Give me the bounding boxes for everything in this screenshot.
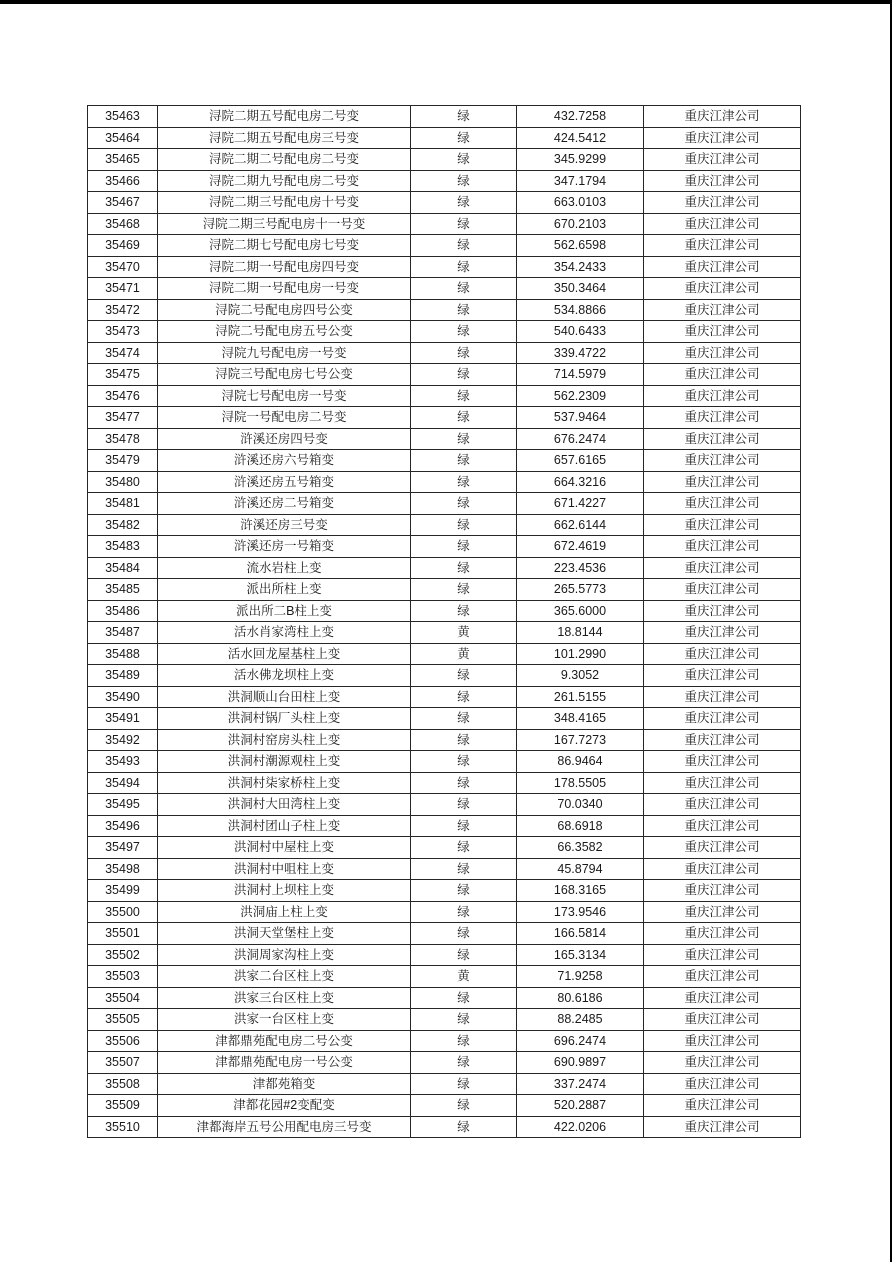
cell-status-flag: 绿	[411, 557, 517, 579]
cell-status-flag: 绿	[411, 256, 517, 278]
cell-station-name: 浔院二期一号配电房四号变	[158, 256, 411, 278]
cell-status-flag: 绿	[411, 299, 517, 321]
table-row	[88, 471, 801, 493]
cell-load-value: 223.4536	[517, 557, 644, 579]
cell-company-name: 重庆江津公司	[644, 987, 801, 1009]
cell-station-name: 浒溪还房四号变	[158, 428, 411, 450]
cell-load-value: 101.2990	[517, 643, 644, 665]
table-row	[88, 1073, 801, 1095]
cell-row-id: 35471	[88, 278, 158, 300]
cell-load-value: 261.5155	[517, 686, 644, 708]
table-row	[88, 923, 801, 945]
cell-row-id: 35484	[88, 557, 158, 579]
cell-load-value: 166.5814	[517, 923, 644, 945]
cell-company-name: 重庆江津公司	[644, 192, 801, 214]
cell-station-name: 流水岩柱上变	[158, 557, 411, 579]
cell-row-id: 35486	[88, 600, 158, 622]
cell-load-value: 537.9464	[517, 407, 644, 429]
cell-row-id: 35485	[88, 579, 158, 601]
cell-station-name: 浔院七号配电房一号变	[158, 385, 411, 407]
cell-station-name: 派出所二B柱上变	[158, 600, 411, 622]
cell-status-flag: 绿	[411, 665, 517, 687]
cell-load-value: 71.9258	[517, 966, 644, 988]
cell-load-value: 18.8144	[517, 622, 644, 644]
cell-company-name: 重庆江津公司	[644, 407, 801, 429]
cell-load-value: 696.2474	[517, 1030, 644, 1052]
cell-status-flag: 绿	[411, 192, 517, 214]
table-row	[88, 192, 801, 214]
table-row	[88, 815, 801, 837]
cell-row-id: 35475	[88, 364, 158, 386]
cell-station-name: 活水佛龙坝柱上变	[158, 665, 411, 687]
cell-load-value: 365.6000	[517, 600, 644, 622]
cell-company-name: 重庆江津公司	[644, 428, 801, 450]
cell-station-name: 洪洞庙上柱上变	[158, 901, 411, 923]
cell-row-id: 35488	[88, 643, 158, 665]
cell-row-id: 35491	[88, 708, 158, 730]
cell-load-value: 690.9897	[517, 1052, 644, 1074]
cell-load-value: 88.2485	[517, 1009, 644, 1031]
cell-row-id: 35466	[88, 170, 158, 192]
cell-status-flag: 绿	[411, 794, 517, 816]
cell-company-name: 重庆江津公司	[644, 837, 801, 859]
cell-status-flag: 绿	[411, 1073, 517, 1095]
cell-company-name: 重庆江津公司	[644, 213, 801, 235]
cell-load-value: 520.2887	[517, 1095, 644, 1117]
cell-load-value: 664.3216	[517, 471, 644, 493]
cell-row-id: 35507	[88, 1052, 158, 1074]
cell-station-name: 洪家二台区柱上变	[158, 966, 411, 988]
cell-company-name: 重庆江津公司	[644, 600, 801, 622]
cell-row-id: 35481	[88, 493, 158, 515]
cell-company-name: 重庆江津公司	[644, 557, 801, 579]
cell-load-value: 714.5979	[517, 364, 644, 386]
cell-company-name: 重庆江津公司	[644, 1052, 801, 1074]
cell-company-name: 重庆江津公司	[644, 514, 801, 536]
cell-status-flag: 绿	[411, 235, 517, 257]
cell-row-id: 35474	[88, 342, 158, 364]
cell-station-name: 津都鼎苑配电房二号公变	[158, 1030, 411, 1052]
cell-row-id: 35498	[88, 858, 158, 880]
table-row	[88, 1052, 801, 1074]
cell-company-name: 重庆江津公司	[644, 106, 801, 128]
cell-station-name: 洪洞村锅厂头柱上变	[158, 708, 411, 730]
cell-station-name: 浔院二期五号配电房二号变	[158, 106, 411, 128]
cell-status-flag: 绿	[411, 342, 517, 364]
cell-status-flag: 黄	[411, 643, 517, 665]
table-row	[88, 1009, 801, 1031]
table-row	[88, 170, 801, 192]
cell-row-id: 35496	[88, 815, 158, 837]
cell-company-name: 重庆江津公司	[644, 299, 801, 321]
table-row	[88, 385, 801, 407]
cell-station-name: 洪家三台区柱上变	[158, 987, 411, 1009]
cell-status-flag: 绿	[411, 471, 517, 493]
cell-station-name: 浒溪还房三号变	[158, 514, 411, 536]
cell-load-value: 663.0103	[517, 192, 644, 214]
cell-row-id: 35501	[88, 923, 158, 945]
cell-row-id: 35510	[88, 1116, 158, 1138]
table-row	[88, 321, 801, 343]
cell-company-name: 重庆江津公司	[644, 235, 801, 257]
table-row	[88, 665, 801, 687]
cell-company-name: 重庆江津公司	[644, 579, 801, 601]
cell-company-name: 重庆江津公司	[644, 149, 801, 171]
cell-station-name: 浔院三号配电房七号公变	[158, 364, 411, 386]
table-row	[88, 106, 801, 128]
cell-row-id: 35490	[88, 686, 158, 708]
cell-status-flag: 绿	[411, 450, 517, 472]
cell-company-name: 重庆江津公司	[644, 364, 801, 386]
cell-status-flag: 绿	[411, 751, 517, 773]
cell-row-id: 35478	[88, 428, 158, 450]
table-row	[88, 751, 801, 773]
cell-load-value: 168.3165	[517, 880, 644, 902]
cell-row-id: 35473	[88, 321, 158, 343]
cell-station-name: 洪洞村中咀柱上变	[158, 858, 411, 880]
cell-status-flag: 绿	[411, 536, 517, 558]
cell-station-name: 浔院二期二号配电房二号变	[158, 149, 411, 171]
cell-station-name: 洪洞村中屋柱上变	[158, 837, 411, 859]
cell-station-name: 浔院二期三号配电房十一号变	[158, 213, 411, 235]
cell-row-id: 35503	[88, 966, 158, 988]
cell-status-flag: 绿	[411, 364, 517, 386]
table-row	[88, 686, 801, 708]
cell-row-id: 35492	[88, 729, 158, 751]
table-row	[88, 772, 801, 794]
cell-status-flag: 绿	[411, 686, 517, 708]
cell-row-id: 35464	[88, 127, 158, 149]
cell-load-value: 671.4227	[517, 493, 644, 515]
cell-station-name: 浔院二期五号配电房三号变	[158, 127, 411, 149]
cell-row-id: 35504	[88, 987, 158, 1009]
cell-load-value: 173.9546	[517, 901, 644, 923]
cell-row-id: 35477	[88, 407, 158, 429]
table-row	[88, 837, 801, 859]
cell-load-value: 432.7258	[517, 106, 644, 128]
cell-company-name: 重庆江津公司	[644, 1095, 801, 1117]
cell-station-name: 派出所柱上变	[158, 579, 411, 601]
cell-company-name: 重庆江津公司	[644, 858, 801, 880]
cell-company-name: 重庆江津公司	[644, 622, 801, 644]
cell-load-value: 86.9464	[517, 751, 644, 773]
cell-row-id: 35499	[88, 880, 158, 902]
cell-station-name: 洪洞村窑房头柱上变	[158, 729, 411, 751]
cell-status-flag: 绿	[411, 407, 517, 429]
cell-load-value: 348.4165	[517, 708, 644, 730]
cell-status-flag: 绿	[411, 278, 517, 300]
table-row	[88, 256, 801, 278]
cell-load-value: 424.5412	[517, 127, 644, 149]
cell-status-flag: 绿	[411, 106, 517, 128]
table-body	[88, 106, 801, 1138]
cell-status-flag: 绿	[411, 923, 517, 945]
window-top-edge	[0, 0, 892, 4]
cell-row-id: 35502	[88, 944, 158, 966]
table-row	[88, 708, 801, 730]
cell-station-name: 洪洞村柒家桥柱上变	[158, 772, 411, 794]
cell-station-name: 津都海岸五号公用配电房三号变	[158, 1116, 411, 1138]
cell-company-name: 重庆江津公司	[644, 471, 801, 493]
table-row	[88, 428, 801, 450]
cell-status-flag: 绿	[411, 514, 517, 536]
cell-status-flag: 绿	[411, 149, 517, 171]
cell-load-value: 540.6433	[517, 321, 644, 343]
cell-station-name: 津都苑箱变	[158, 1073, 411, 1095]
cell-company-name: 重庆江津公司	[644, 794, 801, 816]
cell-company-name: 重庆江津公司	[644, 385, 801, 407]
cell-company-name: 重庆江津公司	[644, 772, 801, 794]
cell-load-value: 347.1794	[517, 170, 644, 192]
cell-company-name: 重庆江津公司	[644, 966, 801, 988]
cell-status-flag: 绿	[411, 170, 517, 192]
cell-row-id: 35469	[88, 235, 158, 257]
cell-company-name: 重庆江津公司	[644, 342, 801, 364]
cell-load-value: 345.9299	[517, 149, 644, 171]
table-row	[88, 514, 801, 536]
table-row	[88, 643, 801, 665]
table-row	[88, 987, 801, 1009]
cell-row-id: 35494	[88, 772, 158, 794]
cell-company-name: 重庆江津公司	[644, 170, 801, 192]
cell-load-value: 657.6165	[517, 450, 644, 472]
cell-row-id: 35482	[88, 514, 158, 536]
cell-load-value: 70.0340	[517, 794, 644, 816]
cell-load-value: 350.3464	[517, 278, 644, 300]
cell-status-flag: 绿	[411, 880, 517, 902]
table-row	[88, 880, 801, 902]
cell-company-name: 重庆江津公司	[644, 493, 801, 515]
table-row	[88, 450, 801, 472]
table-row	[88, 858, 801, 880]
cell-status-flag: 绿	[411, 600, 517, 622]
table-row	[88, 966, 801, 988]
cell-station-name: 浒溪还房五号箱变	[158, 471, 411, 493]
table-row	[88, 127, 801, 149]
cell-station-name: 活水回龙屋基柱上变	[158, 643, 411, 665]
cell-station-name: 浔院二期七号配电房七号变	[158, 235, 411, 257]
cell-load-value: 562.2309	[517, 385, 644, 407]
cell-station-name: 浔院二期九号配电房二号变	[158, 170, 411, 192]
cell-load-value: 676.2474	[517, 428, 644, 450]
cell-station-name: 浔院九号配电房一号变	[158, 342, 411, 364]
cell-company-name: 重庆江津公司	[644, 729, 801, 751]
cell-station-name: 浔院一号配电房二号变	[158, 407, 411, 429]
cell-station-name: 浔院二期三号配电房十号变	[158, 192, 411, 214]
cell-row-id: 35483	[88, 536, 158, 558]
cell-row-id: 35489	[88, 665, 158, 687]
cell-load-value: 45.8794	[517, 858, 644, 880]
cell-row-id: 35468	[88, 213, 158, 235]
cell-station-name: 活水肖家湾柱上变	[158, 622, 411, 644]
cell-load-value: 68.6918	[517, 815, 644, 837]
cell-station-name: 洪洞村大田湾柱上变	[158, 794, 411, 816]
cell-station-name: 浒溪还房一号箱变	[158, 536, 411, 558]
cell-company-name: 重庆江津公司	[644, 1116, 801, 1138]
cell-status-flag: 绿	[411, 127, 517, 149]
cell-station-name: 洪洞村潮源观柱上变	[158, 751, 411, 773]
cell-company-name: 重庆江津公司	[644, 256, 801, 278]
cell-row-id: 35493	[88, 751, 158, 773]
table-row	[88, 622, 801, 644]
cell-station-name: 洪洞村上坝柱上变	[158, 880, 411, 902]
cell-load-value: 422.0206	[517, 1116, 644, 1138]
cell-row-id: 35508	[88, 1073, 158, 1095]
cell-station-name: 浒溪还房六号箱变	[158, 450, 411, 472]
table-row	[88, 1116, 801, 1138]
cell-company-name: 重庆江津公司	[644, 1030, 801, 1052]
cell-company-name: 重庆江津公司	[644, 880, 801, 902]
table-row	[88, 794, 801, 816]
cell-row-id: 35509	[88, 1095, 158, 1117]
cell-status-flag: 绿	[411, 944, 517, 966]
cell-company-name: 重庆江津公司	[644, 321, 801, 343]
cell-row-id: 35500	[88, 901, 158, 923]
cell-company-name: 重庆江津公司	[644, 1009, 801, 1031]
cell-load-value: 670.2103	[517, 213, 644, 235]
cell-station-name: 浔院二号配电房五号公变	[158, 321, 411, 343]
cell-status-flag: 绿	[411, 729, 517, 751]
cell-status-flag: 绿	[411, 708, 517, 730]
table-row	[88, 299, 801, 321]
cell-company-name: 重庆江津公司	[644, 708, 801, 730]
cell-load-value: 178.5505	[517, 772, 644, 794]
cell-load-value: 354.2433	[517, 256, 644, 278]
cell-load-value: 672.4619	[517, 536, 644, 558]
table-row	[88, 235, 801, 257]
cell-company-name: 重庆江津公司	[644, 665, 801, 687]
table-row	[88, 364, 801, 386]
cell-station-name: 洪洞天堂堡柱上变	[158, 923, 411, 945]
cell-status-flag: 绿	[411, 213, 517, 235]
cell-status-flag: 黄	[411, 622, 517, 644]
cell-status-flag: 绿	[411, 987, 517, 1009]
cell-status-flag: 绿	[411, 901, 517, 923]
cell-company-name: 重庆江津公司	[644, 944, 801, 966]
cell-station-name: 津都花园#2变配变	[158, 1095, 411, 1117]
cell-company-name: 重庆江津公司	[644, 278, 801, 300]
table-row	[88, 536, 801, 558]
cell-station-name: 洪洞顺山台田柱上变	[158, 686, 411, 708]
cell-row-id: 35470	[88, 256, 158, 278]
cell-company-name: 重庆江津公司	[644, 815, 801, 837]
cell-status-flag: 绿	[411, 815, 517, 837]
cell-row-id: 35506	[88, 1030, 158, 1052]
transformer-status-table	[87, 105, 801, 1138]
cell-row-id: 35465	[88, 149, 158, 171]
cell-load-value: 662.6144	[517, 514, 644, 536]
cell-load-value: 339.4722	[517, 342, 644, 364]
cell-row-id: 35467	[88, 192, 158, 214]
cell-station-name: 浔院二期一号配电房一号变	[158, 278, 411, 300]
cell-status-flag: 绿	[411, 1052, 517, 1074]
cell-load-value: 534.8866	[517, 299, 644, 321]
cell-row-id: 35476	[88, 385, 158, 407]
cell-company-name: 重庆江津公司	[644, 1073, 801, 1095]
cell-company-name: 重庆江津公司	[644, 751, 801, 773]
cell-status-flag: 绿	[411, 428, 517, 450]
table-row	[88, 342, 801, 364]
cell-load-value: 80.6186	[517, 987, 644, 1009]
cell-load-value: 66.3582	[517, 837, 644, 859]
cell-status-flag: 绿	[411, 493, 517, 515]
cell-company-name: 重庆江津公司	[644, 450, 801, 472]
cell-row-id: 35497	[88, 837, 158, 859]
cell-company-name: 重庆江津公司	[644, 901, 801, 923]
cell-station-name: 洪家一台区柱上变	[158, 1009, 411, 1031]
table-row	[88, 901, 801, 923]
cell-status-flag: 绿	[411, 858, 517, 880]
table-row	[88, 557, 801, 579]
cell-status-flag: 黄	[411, 966, 517, 988]
cell-row-id: 35495	[88, 794, 158, 816]
cell-row-id: 35480	[88, 471, 158, 493]
table-row	[88, 1095, 801, 1117]
table-row	[88, 579, 801, 601]
cell-station-name: 浔院二号配电房四号公变	[158, 299, 411, 321]
cell-load-value: 337.2474	[517, 1073, 644, 1095]
cell-company-name: 重庆江津公司	[644, 686, 801, 708]
cell-load-value: 562.6598	[517, 235, 644, 257]
cell-row-id: 35479	[88, 450, 158, 472]
table-row	[88, 729, 801, 751]
cell-row-id: 35505	[88, 1009, 158, 1031]
table-row	[88, 407, 801, 429]
cell-status-flag: 绿	[411, 772, 517, 794]
cell-status-flag: 绿	[411, 837, 517, 859]
cell-status-flag: 绿	[411, 579, 517, 601]
cell-company-name: 重庆江津公司	[644, 643, 801, 665]
cell-load-value: 167.7273	[517, 729, 644, 751]
cell-status-flag: 绿	[411, 1030, 517, 1052]
table-row	[88, 493, 801, 515]
cell-company-name: 重庆江津公司	[644, 536, 801, 558]
cell-station-name: 洪洞村团山子柱上变	[158, 815, 411, 837]
cell-status-flag: 绿	[411, 1095, 517, 1117]
table-row	[88, 213, 801, 235]
cell-station-name: 津都鼎苑配电房一号公变	[158, 1052, 411, 1074]
table-row	[88, 278, 801, 300]
cell-row-id: 35487	[88, 622, 158, 644]
table-row	[88, 944, 801, 966]
cell-status-flag: 绿	[411, 1009, 517, 1031]
cell-company-name: 重庆江津公司	[644, 127, 801, 149]
cell-station-name: 浒溪还房二号箱变	[158, 493, 411, 515]
cell-status-flag: 绿	[411, 1116, 517, 1138]
cell-row-id: 35472	[88, 299, 158, 321]
table-row	[88, 149, 801, 171]
cell-load-value: 265.5773	[517, 579, 644, 601]
cell-load-value: 165.3134	[517, 944, 644, 966]
table-row	[88, 1030, 801, 1052]
cell-status-flag: 绿	[411, 385, 517, 407]
cell-load-value: 9.3052	[517, 665, 644, 687]
table-row	[88, 600, 801, 622]
cell-status-flag: 绿	[411, 321, 517, 343]
cell-station-name: 洪洞周家沟柱上变	[158, 944, 411, 966]
cell-company-name: 重庆江津公司	[644, 923, 801, 945]
cell-row-id: 35463	[88, 106, 158, 128]
